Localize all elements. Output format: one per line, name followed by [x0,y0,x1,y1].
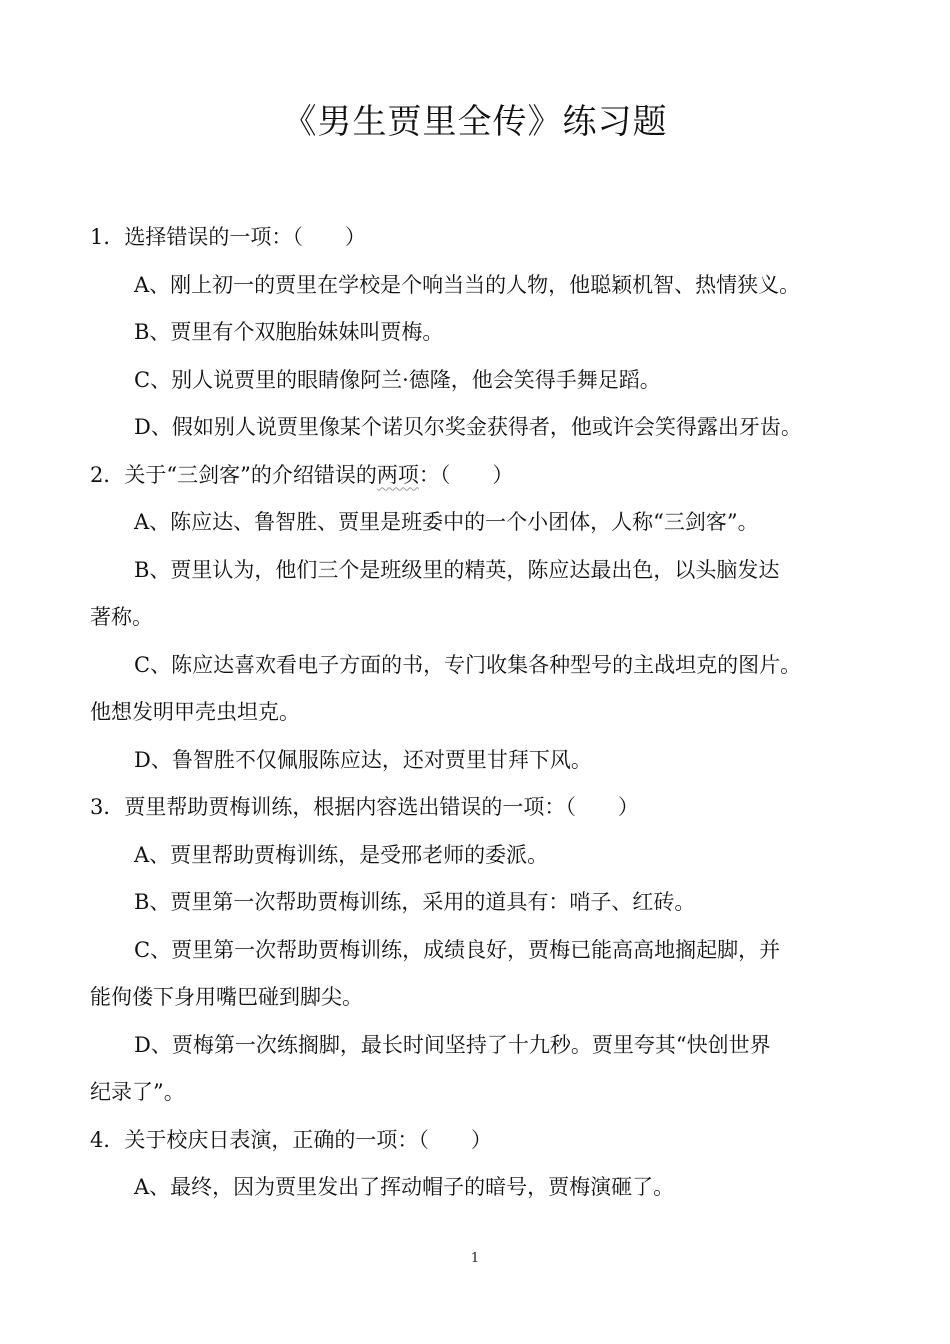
question-3-option-b: B、贾里第一次帮助贾梅训练，采用的道具有：哨子、红砖。 [134,890,696,914]
question-2-option-a: A、陈应达、鲁智胜、贾里是班委中的一个小团体，人称“三剑客”。 [134,510,759,534]
question-1: 1．选择错误的一项：（ ） [90,225,366,249]
question-3-option-d-continued: 纪录了”。 [90,1080,185,1104]
question-4-option-a: A、最终，因为贾里发出了挥动帽子的暗号，贾梅演砸了。 [134,1175,675,1199]
question-2-emphasis: 两项 [376,462,419,487]
question-1-option-d: D、假如别人说贾里像某个诺贝尔奖金获得者，他或许会笑得露出牙齿。 [134,415,802,439]
question-3: 3．贾里帮助贾梅训练，根据内容选出错误的一项：（ ） [90,795,639,819]
question-3-option-a: A、贾里帮助贾梅训练，是受邢老师的委派。 [134,842,549,867]
question-2-option-b-continued: 著称。 [90,605,153,629]
question-2-option-c: C、陈应达喜欢看电子方面的书，专门收集各种型号的主战坦克的图片。 [134,652,802,677]
question-3-option-c-continued: 能佝偻下身用嘴巴碰到脚尖。 [90,985,363,1009]
page-number: 1 [470,1251,480,1266]
question-1-option-a: A、刚上初一的贾里在学校是个响当当的人物，他聪颖机智、热情狭义。 [134,272,801,297]
question-1-option-c: C、别人说贾里的眼睛像阿兰·德隆，他会笑得手舞足蹈。 [134,367,661,392]
question-2-text-start: 2．关于“三剑客”的介绍错误的 [90,462,377,487]
question-1-option-b: B、贾里有个双胞胎妹妹叫贾梅。 [134,320,444,344]
question-3-option-d: D、贾梅第一次练搁脚，最长时间坚持了十九秒。贾里夸其“快创世界 [134,1032,771,1057]
document-title: 《男生贾里全传》练习题 [282,102,668,142]
question-2-option-b: B、贾里认为，他们三个是班级里的精英，陈应达最出色，以头脑发达 [134,557,780,582]
question-2-option-c-continued: 他想发明甲壳虫坦克。 [90,700,300,724]
question-2-text-end: ：（ ） [418,462,514,487]
question-3-option-c: C、贾里第一次帮助贾梅训练，成绩良好，贾梅已能高高地搁起脚，并 [134,937,781,962]
exercise-content [90,214,820,1212]
question-4: 4．关于校庆日表演，正确的一项：（ ） [90,1127,492,1152]
question-2 [90,452,820,500]
question-2-option-d: D、鲁智胜不仅佩服陈应达，还对贾里甘拜下风。 [134,747,592,772]
